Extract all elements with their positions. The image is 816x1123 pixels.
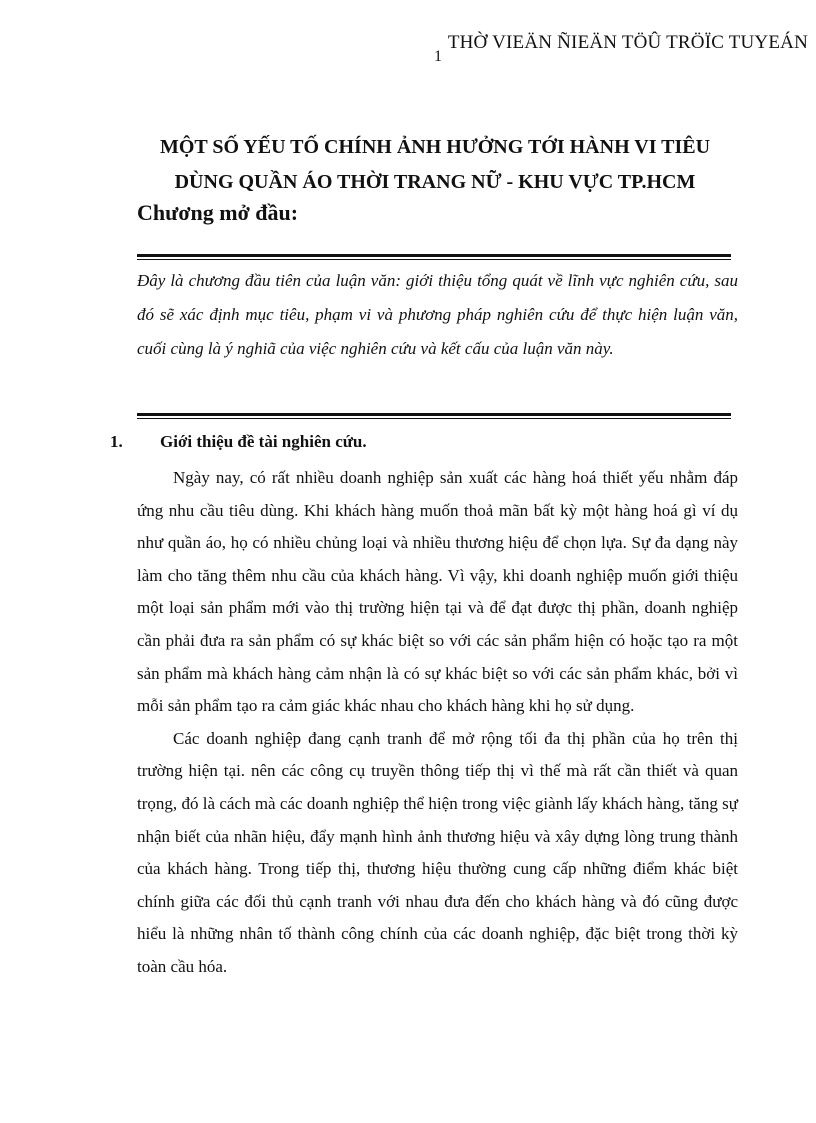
chapter-heading: Chương mở đầu: [137,200,299,225]
page-number: 1 [434,48,442,65]
title-line-2: DÙNG QUẦN ÁO THỜI TRANG NỮ - KHU VỰC TP.HCM [174,171,696,193]
document-title [110,130,760,200]
title-line-1: MỘT SỐ YẾU TỐ CHÍNH ẢNH HƯỞNG TỚI HÀNH VI TIÊU [159,136,711,158]
top-double-rule [137,254,731,257]
chapter-intro: Đây là chương đầu tiên của luận văn: giới thiệu tổng quát về lĩnh vực nghiên cứu, sau đó sẽ xác định mục tiêu, phạm vi và phương pháp nghiên cứu để thực hiện luận văn, cuối cùng là ý nghiã của việc nghiên cứu và kết cấu của luận văn này. [137,271,738,358]
bottom-double-rule [137,413,731,416]
section-body [137,462,738,984]
paragraph-1: Ngày nay, có rất nhiều doanh nghiệp sản xuất các hàng hoá thiết yếu nhằm đáp ứng nhu cầu tiêu dùng. Khi khách hàng muốn thoả mãn bất kỳ một hàng hoá gì ví dụ như quần áo, họ có nhiều chủng loại và nhiều thương hiệu để chọn lựa. Sự đa dạng này làm cho tăng thêm nhu cầu của khách hàng. Vì vậy, khi doanh nghiệp muốn giới thiệu một loại sản phẩm mới vào thị trường hiện tại và để đạt được thị phần, doanh nghiệp cần phải đưa ra sản phẩm có sự khác biệt so với các sản phẩm hiện có hoặc tạo ra một sản phẩm mà khách hàng cảm nhận là có sự khác biệt so với các sản phẩm khác, bởi vì mỗi sản phẩm tạo ra cảm giác khác nhau cho khách hàng khi họ sử dụng. [137,468,738,716]
section-title: Giới thiệu đề tài nghiên cứu. [160,432,367,451]
section-number: 1. [110,432,123,451]
library-watermark: THỜ VIEÄN ÑIEÄN TÖÛ TRÖÏC TUYEÁN [447,32,808,53]
paragraph-2: Các doanh nghiệp đang cạnh tranh để mở rộng tối đa thị phần của họ trên thị trường hiện tại. nên các công cụ truyền thông tiếp thị vì thế mà rất cần thiết và quan trọng, đó là cách mà các doanh nghiệp thể hiện trong việc giành lấy khách hàng, tăng sự nhận biết của nhãn hiệu, đẩy mạnh hình ảnh thương hiệu và xây dựng lòng trung thành của khách hàng. Trong tiếp thị, thương hiệu thường cung cấp những điểm khác biệt chính giữa các đối thủ cạnh tranh với nhau đưa đến cho khách hàng và đó cũng được hiểu là những nhân tố thành công chính của các doanh nghiệp, đặc biệt trong thời kỳ toàn cầu hóa. [137,728,738,976]
